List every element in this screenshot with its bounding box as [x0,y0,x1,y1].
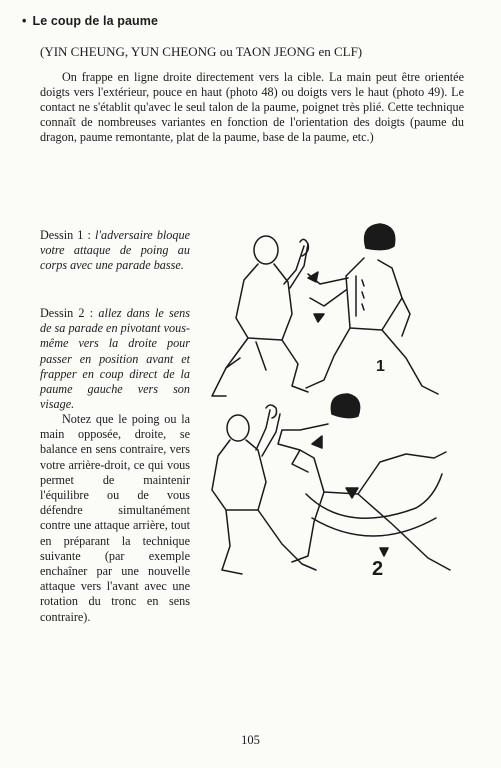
arrow-1 [308,272,318,282]
drawing-2-figure-right [278,394,450,570]
caption-drawing-2 [40,306,190,412]
arrow-2 [312,436,322,448]
drawing-1-figure-right [306,224,438,394]
intro-paragraph: On frappe en ligne droite directement vers la cible. La main peut être orientée doigts vers l'extérieur, pouce en haut (photo 48) ou doigts vers le haut (photo 49). Le contact ne s'établit qu'avec le seul talon de la paume, poignet très plié. Cette technique connaît de nombreuses variantes en fonction de l'orientation des doigts (paume du dragon, paume remontante, plat de la paume, base de la paume, etc.) [40,70,464,144]
illustration [196,218,474,600]
caption-2-text: allez dans le sens de sa parade en pivotant vous-même vers la droite pour passer en position avant et frapper en coup direct de la paume gauche vers son visage. [40,306,191,412]
section-title: Le coup de la paume [32,14,159,28]
section-subtitle: (YIN CHEUNG, YUN CHEONG ou TAON JEONG en CLF) [40,44,363,59]
drawing-1-figure-left [212,236,308,396]
note-paragraph: Notez que le poing ou la main opposée, droite, se balance en sens contraire, vers votre arrière-droit, ce qui vous permet de maintenir l'équilibre ou de vous défendre simultanément contre une attaque arrière, tout en préparant la technique suivante (par exemple enchaîner par une nouvelle attaque vers l'avant avec une rotation du tronc en sens contraire). [40,412,190,624]
caption-2-label: Dessin 2 : [40,306,99,320]
page-number: 105 [241,733,260,747]
figure-number-1: 1 [376,358,385,375]
caption-1-text: l'adversaire bloque votre attaque de poing au corps avec une parade basse. [40,228,190,273]
caption-1-label: Dessin 1 : [40,228,96,242]
bullet: • [22,14,27,28]
caption-drawing-1 [40,228,190,274]
martial-arts-drawing [196,218,474,600]
figure-number-2: 2 [372,558,384,580]
section-heading [22,14,158,28]
